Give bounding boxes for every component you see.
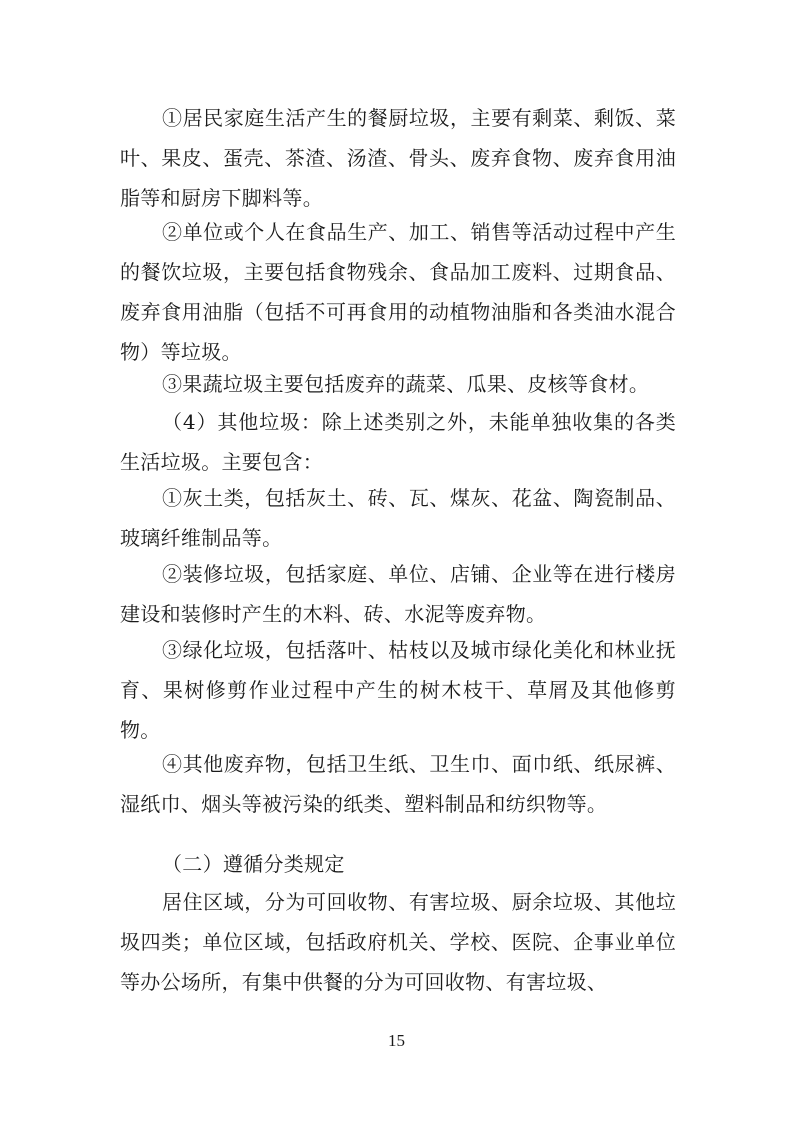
- paragraph-fruit-vegetable-waste: ③果蔬垃圾主要包括废弃的蔬菜、瓜果、皮核等食材。: [162, 372, 650, 396]
- paragraph-residential-units: 居住区域，分为可回收物、有害垃圾、厨余垃圾、其他垃圾四类；单位区域，包括政府机关、学校、医院、企事业单位等办公场所，有集中供餐的分为可回收物、有害垃圾、: [120, 890, 676, 994]
- page-number: 15: [388, 1031, 405, 1050]
- paragraph-catering-waste: ②单位或个人在食品生产、加工、销售等活动过程中产生的餐饮垃圾，主要包括食物残余、食品加工废料、过期食品、废弃食用油脂（包括不可再食用的动植物油脂和各类油水混合物）等垃圾。: [120, 220, 676, 364]
- paragraph-ash-soil: ①灰土类，包括灰土、砖、瓦、煤灰、花盆、陶瓷制品、玻璃纤维制品等。: [120, 486, 676, 550]
- paragraph-renovation-waste: ②装修垃圾，包括家庭、单位、店铺、企业等在进行楼房建设和装修时产生的木料、砖、水泥等废弃物。: [120, 562, 676, 626]
- paragraph-other-discards: ④其他废弃物，包括卫生纸、卫生巾、面巾纸、纸尿裤、湿纸巾、烟头等被污染的纸类、塑料制品和纺织物等。: [120, 752, 676, 816]
- paragraph-green-waste: ③绿化垃圾，包括落叶、枯枝以及城市绿化美化和林业抚育、果树修剪作业过程中产生的树木枝干、草屑及其他修剪物。: [120, 638, 676, 742]
- paragraph-household-kitchen-waste: ①居民家庭生活产生的餐厨垃圾，主要有剩菜、剩饭、菜叶、果皮、蛋壳、茶渣、汤渣、骨头、废弃食物、废弃食用油脂等和厨房下脚料等。: [120, 106, 676, 210]
- paragraph-other-waste-heading: （4）其他垃圾：除上述类别之外，未能单独收集的各类生活垃圾。主要包含：: [120, 410, 676, 474]
- section-heading-classification-rules: （二）遵循分类规定: [162, 852, 345, 876]
